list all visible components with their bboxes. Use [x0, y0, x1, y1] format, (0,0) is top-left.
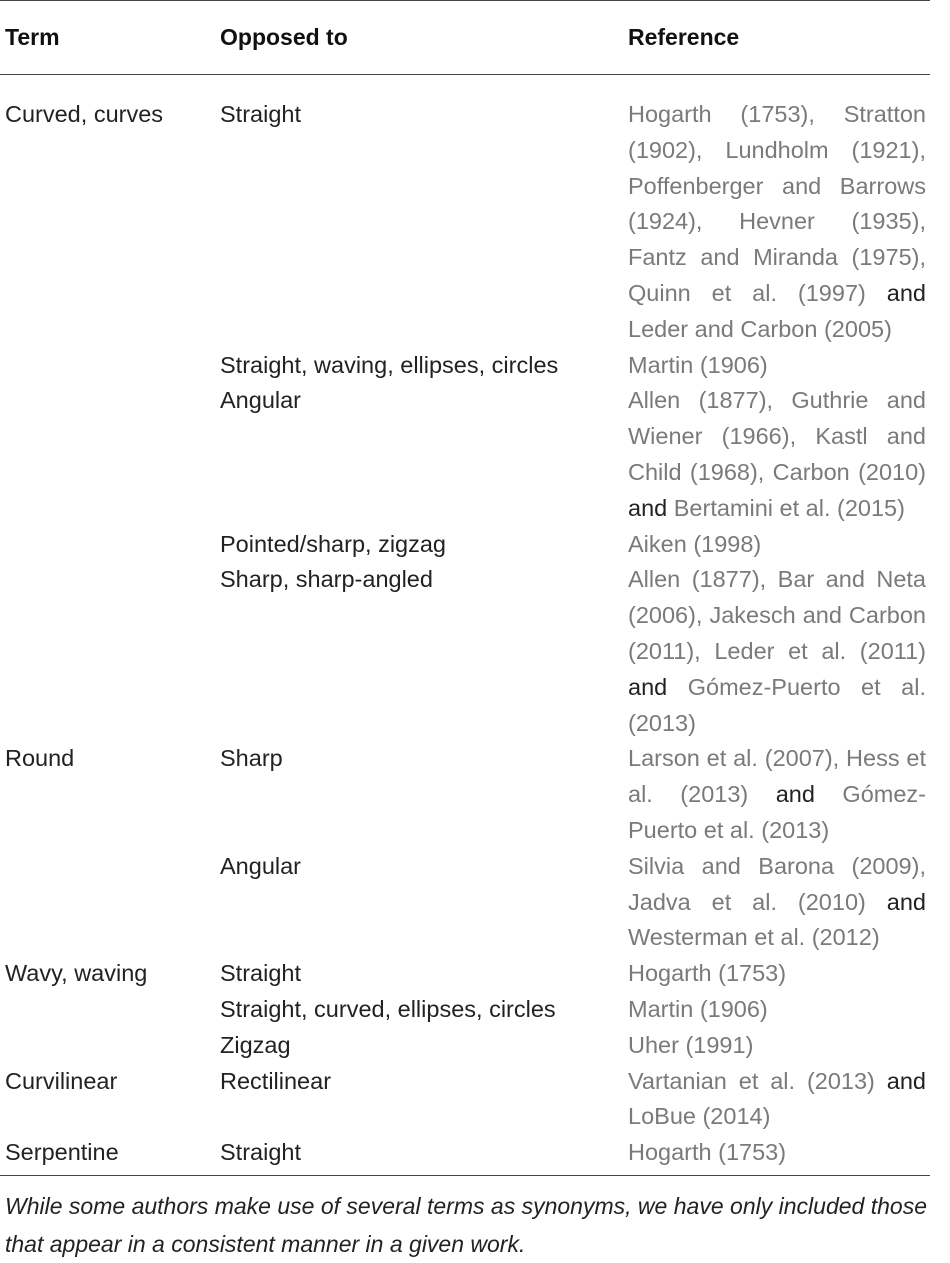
reference-citation: Gómez-Puerto et al. (2013)	[628, 673, 926, 736]
opposed-to-cell: Straight	[220, 1135, 628, 1175]
reference-cell	[628, 562, 930, 741]
reference-citation: Bertamini et al. (2015)	[673, 494, 905, 521]
term-cell	[0, 849, 220, 956]
term-cell: Curvilinear	[5, 1067, 118, 1094]
term-cell: Round	[5, 745, 75, 772]
reference-conjunction: and	[628, 673, 688, 700]
reference-citation: Uher (1991)	[628, 1031, 754, 1058]
reference-citation: Hogarth (1753)	[628, 960, 787, 987]
reference-cell	[628, 527, 930, 563]
opposed-to-cell: Straight, waving, ellipses, circles	[220, 351, 559, 378]
opposed-to-cell: Straight	[220, 960, 301, 987]
opposed-to-cell: Angular	[220, 387, 301, 414]
reference-cell	[628, 1064, 930, 1136]
reference-citation: LoBue (2014)	[628, 1103, 771, 1130]
opposed-to-cell: Angular	[220, 852, 301, 879]
term-cell	[0, 348, 220, 384]
reference-conjunction: and	[628, 494, 674, 521]
opposed-to-cell: Straight, curved, ellipses, circles	[220, 995, 556, 1022]
reference-citation: Larson et al. (2007), Hess et al. (2013)	[628, 745, 926, 808]
table-row	[0, 562, 930, 741]
table-row	[0, 849, 930, 956]
term-cell	[0, 1028, 220, 1064]
table-row	[0, 741, 930, 848]
reference-citation: Hogarth (1753), Stratton (1902), Lundholm (1921), Poffenberger and Barrows (1924), Hevner (1935), Fantz and Miranda (1975), Quinn et al. (1997)	[628, 101, 926, 306]
reference-citation: Silvia and Barona (2009), Jadva et al. (2010)	[628, 852, 926, 915]
reference-conjunction: and	[865, 888, 926, 915]
reference-cell	[628, 956, 930, 992]
reference-cell	[628, 849, 930, 956]
reference-cell	[628, 1028, 930, 1064]
table-body	[0, 75, 930, 1176]
reference-conjunction: and	[748, 781, 843, 808]
reference-cell	[628, 75, 930, 348]
reference-conjunction: and	[865, 279, 926, 306]
reference-conjunction: and	[874, 1067, 926, 1094]
table-row	[0, 1028, 930, 1064]
opposed-to-cell: Zigzag	[220, 1031, 291, 1058]
reference-citation: Vartanian et al. (2013)	[628, 1067, 875, 1094]
term-cell: Serpentine	[0, 1135, 220, 1175]
header-reference: Reference	[628, 1, 930, 75]
reference-citation: Hogarth (1753)	[628, 1139, 787, 1166]
table-row	[0, 348, 930, 384]
header-row	[0, 1, 930, 75]
header-term: Term	[0, 1, 220, 75]
header-opposed-to: Opposed to	[220, 1, 628, 75]
opposed-to-cell: Sharp	[220, 745, 283, 772]
term-cell	[0, 383, 220, 526]
opposed-to-cell: Sharp, sharp-angled	[220, 566, 433, 593]
opposed-to-cell: Straight	[220, 101, 301, 127]
reference-citation: Martin (1906)	[628, 995, 768, 1022]
term-cell	[0, 992, 220, 1028]
reference-cell	[628, 348, 930, 384]
reference-citation: Aiken (1998)	[628, 530, 762, 557]
table-row	[0, 1135, 930, 1175]
reference-citation: Allen (1877), Guthrie and Wiener (1966), Kastl and Child (1968), Carbon (2010)	[628, 387, 926, 485]
reference-cell	[628, 992, 930, 1028]
reference-citation: Martin (1906)	[628, 351, 768, 378]
reference-citation: Gómez-Puerto et al. (2013)	[628, 781, 926, 843]
reference-cell	[628, 741, 930, 848]
reference-citation: Westerman et al. (2012)	[628, 924, 880, 951]
term-cell	[0, 562, 220, 741]
reference-citation: Allen (1877), Bar and Neta (2006), Jakesch and Carbon (2011), Leder et al. (2011)	[628, 566, 926, 664]
table-row	[0, 527, 930, 563]
term-cell	[0, 527, 220, 563]
term-cell: Wavy, waving	[5, 960, 148, 987]
table-row	[0, 956, 930, 992]
reference-cell	[628, 383, 930, 526]
reference-cell	[628, 1135, 930, 1175]
table-footnote: While some authors make use of several terms as synonyms, we have only included those that appear in a consistent manner in a given work.	[5, 1193, 927, 1257]
table-row	[0, 1064, 930, 1136]
table-row	[0, 75, 930, 348]
opposed-to-cell: Pointed/sharp, zigzag	[220, 530, 447, 557]
reference-citation: Leder and Carbon (2005)	[628, 315, 892, 342]
table-row	[0, 992, 930, 1028]
opposed-to-cell: Rectilinear	[220, 1067, 332, 1094]
table-row	[0, 383, 930, 526]
term-cell: Curved, curves	[5, 101, 164, 127]
